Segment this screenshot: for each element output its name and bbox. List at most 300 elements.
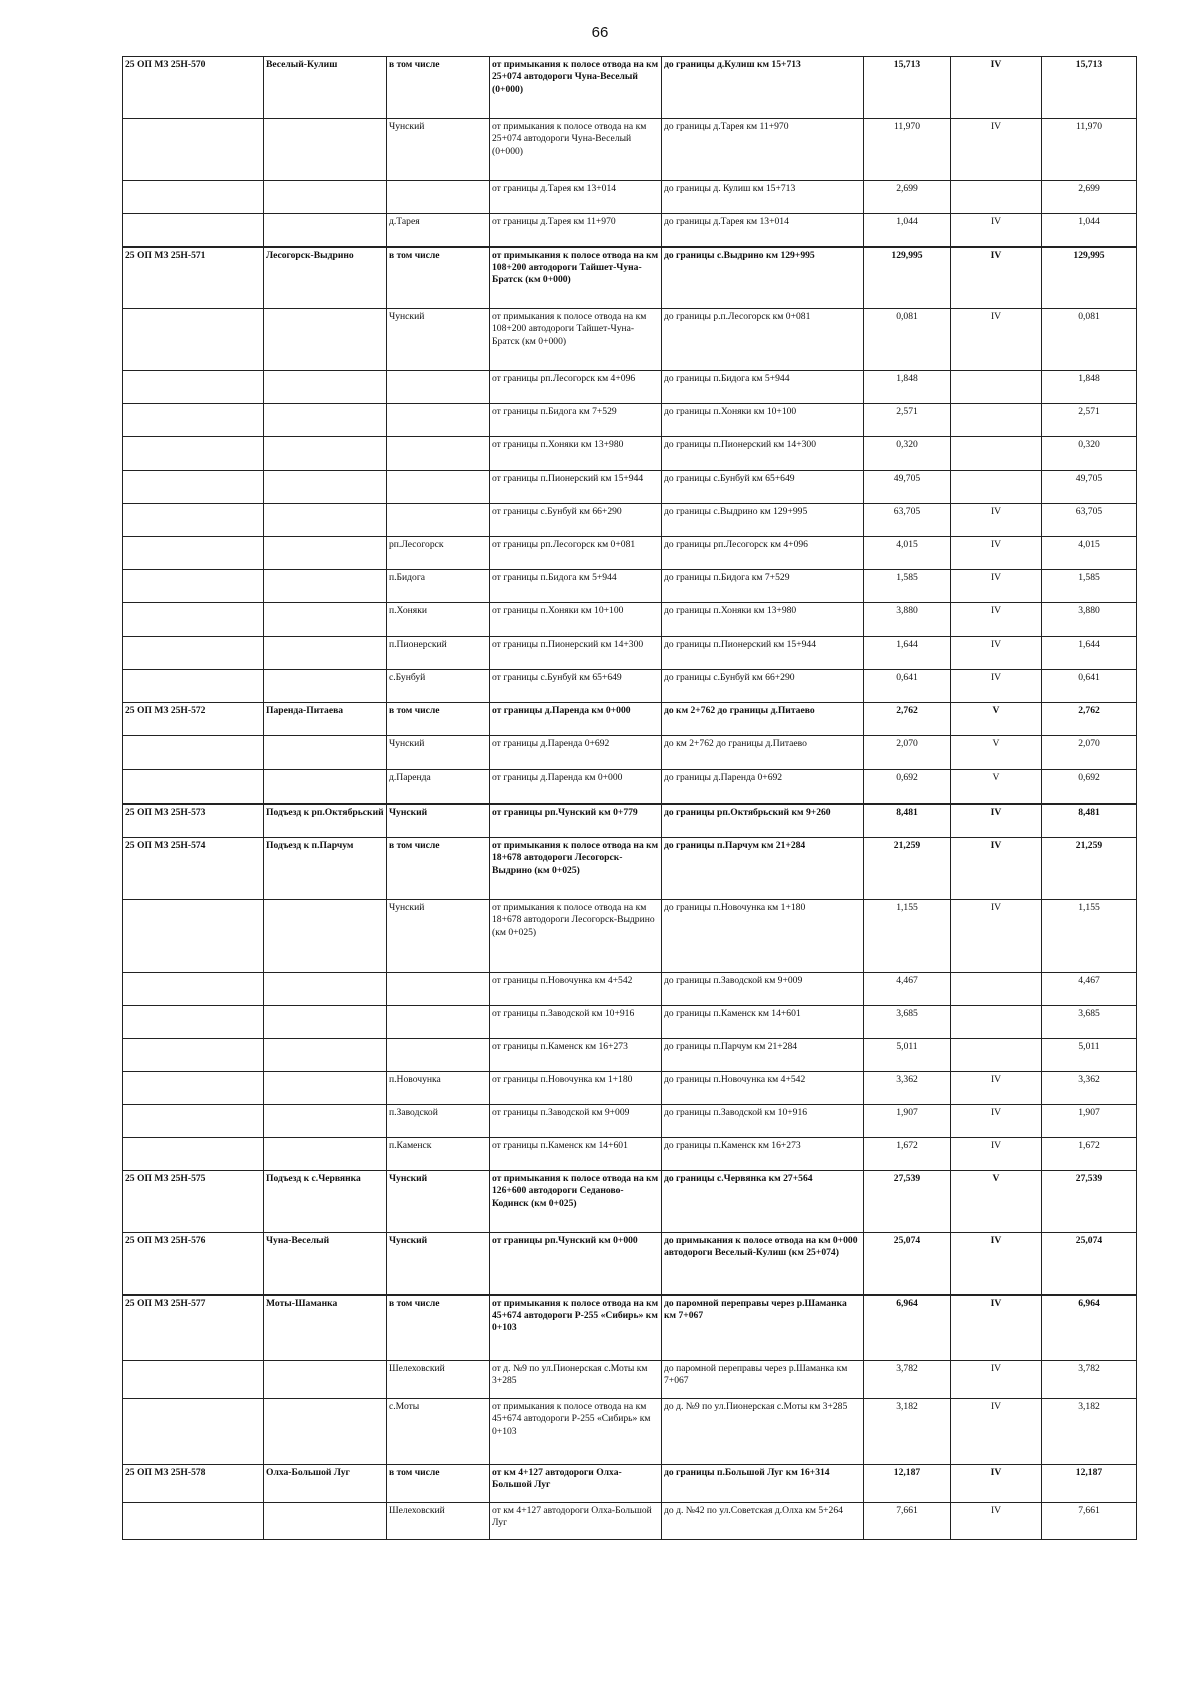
segment-start-cell: от примыкания к полосе отвода на км 25+074 автодороги Чуна-Веселый (0+000) <box>490 57 662 119</box>
length-km-cell: 8,481 <box>864 804 951 838</box>
segment-start-cell: от границы п.Бидога км 7+529 <box>490 404 662 437</box>
table-row <box>123 1138 1137 1171</box>
road-name-cell: Лесогорск-Выдрино <box>264 247 387 309</box>
road-name-cell: Чуна-Веселый <box>264 1233 387 1295</box>
total-length-cell: 27,539 <box>1042 1171 1137 1233</box>
page-number: 66 <box>591 24 609 41</box>
road-name-cell <box>264 770 387 804</box>
road-code-cell: 25 ОП МЗ 25Н-570 <box>123 57 264 119</box>
length-km-cell: 1,848 <box>864 371 951 404</box>
road-category-cell: V <box>951 736 1042 770</box>
road-name-cell <box>264 537 387 570</box>
total-length-cell: 2,070 <box>1042 736 1137 770</box>
segment-end-cell: до границы д. Кулиш км 15+713 <box>662 181 864 214</box>
district-cell <box>387 404 490 437</box>
segment-end-cell: до км 2+762 до границы д.Питаево <box>662 703 864 736</box>
district-cell: Чунский <box>387 804 490 838</box>
length-km-cell: 2,070 <box>864 736 951 770</box>
length-km-cell: 3,362 <box>864 1072 951 1105</box>
total-length-cell: 12,187 <box>1042 1465 1137 1503</box>
table-row <box>123 736 1137 770</box>
length-km-cell: 0,692 <box>864 770 951 804</box>
road-name-cell <box>264 1006 387 1039</box>
road-code-cell <box>123 570 264 603</box>
table-row <box>123 214 1137 247</box>
segment-start-cell: от границы п.Заводской км 9+009 <box>490 1105 662 1138</box>
district-cell: в том числе <box>387 838 490 900</box>
district-cell: д.Паренда <box>387 770 490 804</box>
segment-end-cell: до границы р.п.Лесогорск км 0+081 <box>662 309 864 371</box>
road-name-cell <box>264 371 387 404</box>
road-code-cell: 25 ОП МЗ 25Н-572 <box>123 703 264 736</box>
road-category-cell: IV <box>951 247 1042 309</box>
district-cell: п.Хоняки <box>387 603 490 637</box>
table-row <box>123 1465 1137 1503</box>
road-category-cell <box>951 973 1042 1006</box>
road-name-cell <box>264 637 387 670</box>
segment-start-cell: от границы п.Пионерский км 14+300 <box>490 637 662 670</box>
segment-start-cell: от границы п.Пионерский км 15+944 <box>490 471 662 504</box>
table-row <box>123 703 1137 736</box>
road-name-cell <box>264 1503 387 1540</box>
segment-start-cell: от границы п.Хоняки км 13+980 <box>490 437 662 471</box>
segment-end-cell: до границы п.Большой Луг км 16+314 <box>662 1465 864 1503</box>
district-cell: Чунский <box>387 1233 490 1295</box>
total-length-cell: 63,705 <box>1042 504 1137 537</box>
total-length-cell: 21,259 <box>1042 838 1137 900</box>
district-cell: в том числе <box>387 1465 490 1503</box>
table-row <box>123 900 1137 973</box>
district-cell: в том числе <box>387 1295 490 1361</box>
segment-end-cell: до границы д.Тарея км 11+970 <box>662 119 864 181</box>
segment-start-cell: от границы рп.Лесогорск км 0+081 <box>490 537 662 570</box>
road-code-cell <box>123 504 264 537</box>
district-cell: Шелеховский <box>387 1503 490 1540</box>
road-category-cell: IV <box>951 838 1042 900</box>
segment-start-cell: от границы п.Новочунка км 1+180 <box>490 1072 662 1105</box>
road-name-cell: Паренда-Питаева <box>264 703 387 736</box>
road-code-cell: 25 ОП МЗ 25Н-571 <box>123 247 264 309</box>
segment-start-cell: от примыкания к полосе отвода на км 108+200 автодороги Тайшет-Чуна-Братск (км 0+000) <box>490 309 662 371</box>
road-code-cell <box>123 1503 264 1540</box>
length-km-cell: 4,015 <box>864 537 951 570</box>
length-km-cell: 2,699 <box>864 181 951 214</box>
segment-end-cell: до границы п.Новочунка км 1+180 <box>662 900 864 973</box>
length-km-cell: 6,964 <box>864 1295 951 1361</box>
length-km-cell: 3,782 <box>864 1361 951 1399</box>
segment-start-cell: от примыкания к полосе отвода на км 18+678 автодороги Лесогорск-Выдрино (км 0+025) <box>490 838 662 900</box>
road-name-cell: Подъезд к рп.Октябрьский <box>264 804 387 838</box>
length-km-cell: 0,081 <box>864 309 951 371</box>
table-row <box>123 1072 1137 1105</box>
total-length-cell: 4,467 <box>1042 973 1137 1006</box>
road-name-cell <box>264 1105 387 1138</box>
total-length-cell: 2,571 <box>1042 404 1137 437</box>
total-length-cell: 3,685 <box>1042 1006 1137 1039</box>
segment-start-cell: от границы п.Хоняки км 10+100 <box>490 603 662 637</box>
district-cell <box>387 181 490 214</box>
segment-start-cell: от примыкания к полосе отвода на км 25+074 автодороги Чуна-Веселый (0+000) <box>490 119 662 181</box>
road-category-cell: IV <box>951 637 1042 670</box>
length-km-cell: 1,644 <box>864 637 951 670</box>
road-category-cell: IV <box>951 1295 1042 1361</box>
segment-start-cell: от границы с.Бунбуй км 65+649 <box>490 670 662 703</box>
district-cell <box>387 437 490 471</box>
length-km-cell: 3,685 <box>864 1006 951 1039</box>
length-km-cell: 21,259 <box>864 838 951 900</box>
table-row <box>123 973 1137 1006</box>
road-name-cell: Подъезд к с.Червянка <box>264 1171 387 1233</box>
road-name-cell <box>264 1039 387 1072</box>
table-row <box>123 603 1137 637</box>
length-km-cell: 4,467 <box>864 973 951 1006</box>
total-length-cell: 2,762 <box>1042 703 1137 736</box>
road-category-cell <box>951 181 1042 214</box>
segment-start-cell: от границы д.Тарея км 11+970 <box>490 214 662 247</box>
length-km-cell: 2,571 <box>864 404 951 437</box>
road-name-cell <box>264 570 387 603</box>
total-length-cell: 3,182 <box>1042 1399 1137 1465</box>
total-length-cell: 3,880 <box>1042 603 1137 637</box>
table-row <box>123 504 1137 537</box>
segment-start-cell: от границы с.Бунбуй км 66+290 <box>490 504 662 537</box>
segment-end-cell: до границы с.Бунбуй км 66+290 <box>662 670 864 703</box>
length-km-cell: 1,044 <box>864 214 951 247</box>
segment-end-cell: до границы д.Тарея км 13+014 <box>662 214 864 247</box>
table-row <box>123 1361 1137 1399</box>
road-category-cell: IV <box>951 1233 1042 1295</box>
road-code-cell <box>123 537 264 570</box>
road-category-cell: IV <box>951 214 1042 247</box>
road-category-cell: V <box>951 1171 1042 1233</box>
road-category-cell: IV <box>951 670 1042 703</box>
length-km-cell: 11,970 <box>864 119 951 181</box>
segment-start-cell: от примыкания к полосе отвода на км 45+674 автодороги Р-255 «Сибирь» км 0+103 <box>490 1399 662 1465</box>
segment-start-cell: от границы рп.Чунский км 0+000 <box>490 1233 662 1295</box>
segment-end-cell: до границы п.Хоняки км 13+980 <box>662 603 864 637</box>
total-length-cell: 129,995 <box>1042 247 1137 309</box>
length-km-cell: 0,641 <box>864 670 951 703</box>
road-code-cell <box>123 900 264 973</box>
district-cell: Шелеховский <box>387 1361 490 1399</box>
road-name-cell <box>264 1138 387 1171</box>
district-cell: в том числе <box>387 57 490 119</box>
road-code-cell <box>123 119 264 181</box>
road-category-cell: V <box>951 703 1042 736</box>
segment-end-cell: до границы п.Пионерский км 15+944 <box>662 637 864 670</box>
total-length-cell: 0,692 <box>1042 770 1137 804</box>
segment-end-cell: до границы п.Новочунка км 4+542 <box>662 1072 864 1105</box>
length-km-cell: 1,585 <box>864 570 951 603</box>
table-row <box>123 1295 1137 1361</box>
segment-end-cell: до границы д.Кулиш км 15+713 <box>662 57 864 119</box>
total-length-cell: 1,044 <box>1042 214 1137 247</box>
table-row <box>123 119 1137 181</box>
road-code-cell: 25 ОП МЗ 25Н-578 <box>123 1465 264 1503</box>
road-code-cell <box>123 1138 264 1171</box>
road-code-cell <box>123 1105 264 1138</box>
road-code-cell <box>123 1361 264 1399</box>
segment-start-cell: от границы д.Тарея км 13+014 <box>490 181 662 214</box>
table-body <box>123 57 1137 1540</box>
road-category-cell: IV <box>951 537 1042 570</box>
segment-start-cell: от границы д.Паренда км 0+000 <box>490 770 662 804</box>
district-cell: д.Тарея <box>387 214 490 247</box>
total-length-cell: 4,015 <box>1042 537 1137 570</box>
total-length-cell: 1,907 <box>1042 1105 1137 1138</box>
total-length-cell: 1,672 <box>1042 1138 1137 1171</box>
road-code-cell: 25 ОП МЗ 25Н-577 <box>123 1295 264 1361</box>
segment-end-cell: до границы п.Парчум км 21+284 <box>662 838 864 900</box>
road-name-cell <box>264 900 387 973</box>
road-category-cell <box>951 437 1042 471</box>
segment-start-cell: от примыкания к полосе отвода на км 18+678 автодороги Лесогорск-Выдрино (км 0+025) <box>490 900 662 973</box>
table-row <box>123 838 1137 900</box>
road-category-cell: IV <box>951 1105 1042 1138</box>
segment-start-cell: от границы п.Бидога км 5+944 <box>490 570 662 603</box>
road-code-cell <box>123 181 264 214</box>
district-cell: рп.Лесогорск <box>387 537 490 570</box>
segment-start-cell: от км 4+127 автодороги Олха-Большой Луг <box>490 1503 662 1540</box>
road-category-cell: IV <box>951 900 1042 973</box>
roads-table <box>122 56 1137 1540</box>
district-cell <box>387 471 490 504</box>
road-name-cell <box>264 404 387 437</box>
segment-end-cell: до границы п.Каменск км 16+273 <box>662 1138 864 1171</box>
total-length-cell: 7,661 <box>1042 1503 1137 1540</box>
table-row <box>123 57 1137 119</box>
road-category-cell: IV <box>951 309 1042 371</box>
segment-end-cell: до границы п.Хоняки км 10+100 <box>662 404 864 437</box>
road-code-cell <box>123 736 264 770</box>
district-cell: п.Заводской <box>387 1105 490 1138</box>
segment-end-cell: до границы п.Парчум км 21+284 <box>662 1039 864 1072</box>
district-cell <box>387 504 490 537</box>
segment-start-cell: от примыкания к полосе отвода на км 45+674 автодороги Р-255 «Сибирь» км 0+103 <box>490 1295 662 1361</box>
table-row <box>123 1039 1137 1072</box>
road-code-cell <box>123 1072 264 1105</box>
segment-end-cell: до границы п.Заводской км 9+009 <box>662 973 864 1006</box>
district-cell <box>387 973 490 1006</box>
road-code-cell <box>123 437 264 471</box>
road-name-cell <box>264 1072 387 1105</box>
road-name-cell: Подъезд к п.Парчум <box>264 838 387 900</box>
district-cell: п.Новочунка <box>387 1072 490 1105</box>
road-name-cell <box>264 437 387 471</box>
length-km-cell: 1,907 <box>864 1105 951 1138</box>
table-row <box>123 1503 1137 1540</box>
segment-end-cell: до границы с.Выдрино км 129+995 <box>662 504 864 537</box>
total-length-cell: 1,848 <box>1042 371 1137 404</box>
total-length-cell: 15,713 <box>1042 57 1137 119</box>
segment-end-cell: до км 2+762 до границы д.Питаево <box>662 736 864 770</box>
segment-start-cell: от границы рп.Чунский км 0+779 <box>490 804 662 838</box>
road-code-cell: 25 ОП МЗ 25Н-576 <box>123 1233 264 1295</box>
district-cell: в том числе <box>387 703 490 736</box>
length-km-cell: 1,672 <box>864 1138 951 1171</box>
road-code-cell <box>123 973 264 1006</box>
road-category-cell: V <box>951 770 1042 804</box>
road-name-cell: Веселый-Кулиш <box>264 57 387 119</box>
road-name-cell <box>264 119 387 181</box>
table-row <box>123 247 1137 309</box>
total-length-cell: 6,964 <box>1042 1295 1137 1361</box>
segment-end-cell: до границы д.Паренда 0+692 <box>662 770 864 804</box>
road-code-cell <box>123 471 264 504</box>
segment-end-cell: до границы с.Червянка км 27+564 <box>662 1171 864 1233</box>
road-category-cell <box>951 471 1042 504</box>
road-code-cell <box>123 309 264 371</box>
road-name-cell <box>264 1399 387 1465</box>
road-category-cell: IV <box>951 1361 1042 1399</box>
road-code-cell <box>123 1039 264 1072</box>
length-km-cell: 49,705 <box>864 471 951 504</box>
length-km-cell: 3,182 <box>864 1399 951 1465</box>
road-code-cell: 25 ОП МЗ 25Н-575 <box>123 1171 264 1233</box>
length-km-cell: 12,187 <box>864 1465 951 1503</box>
district-cell: Чунский <box>387 736 490 770</box>
table-row <box>123 309 1137 371</box>
segment-start-cell: от границы д.Паренда км 0+000 <box>490 703 662 736</box>
district-cell <box>387 1006 490 1039</box>
road-name-cell: Олха-Большой Луг <box>264 1465 387 1503</box>
table-row <box>123 1233 1137 1295</box>
segment-start-cell: от примыкания к полосе отвода на км 126+600 автодороги Седаново-Кодинск (км 0+025) <box>490 1171 662 1233</box>
district-cell: п.Бидога <box>387 570 490 603</box>
road-category-cell: IV <box>951 570 1042 603</box>
road-category-cell <box>951 371 1042 404</box>
segment-end-cell: до примыкания к полосе отвода на км 0+000 автодороги Веселый-Кулиш (км 25+074) <box>662 1233 864 1295</box>
road-code-cell <box>123 670 264 703</box>
segment-end-cell: до границы п.Пионерский км 14+300 <box>662 437 864 471</box>
segment-end-cell: до паромной переправы через р.Шаманка км 7+067 <box>662 1295 864 1361</box>
segment-start-cell: от границы п.Каменск км 14+601 <box>490 1138 662 1171</box>
segment-start-cell: от км 4+127 автодороги Олха-Большой Луг <box>490 1465 662 1503</box>
road-name-cell <box>264 670 387 703</box>
district-cell: в том числе <box>387 247 490 309</box>
road-code-cell <box>123 1006 264 1039</box>
total-length-cell: 49,705 <box>1042 471 1137 504</box>
total-length-cell: 2,699 <box>1042 181 1137 214</box>
segment-end-cell: до границы п.Бидога км 5+944 <box>662 371 864 404</box>
district-cell: Чунский <box>387 119 490 181</box>
road-category-cell: IV <box>951 504 1042 537</box>
road-name-cell <box>264 309 387 371</box>
table-row <box>123 570 1137 603</box>
segment-start-cell: от границы д.Паренда 0+692 <box>490 736 662 770</box>
road-category-cell <box>951 404 1042 437</box>
table-row <box>123 1006 1137 1039</box>
table-row <box>123 437 1137 471</box>
road-name-cell <box>264 181 387 214</box>
segment-start-cell: от границы п.Каменск км 16+273 <box>490 1039 662 1072</box>
length-km-cell: 15,713 <box>864 57 951 119</box>
table-row <box>123 637 1137 670</box>
road-code-cell: 25 ОП МЗ 25Н-574 <box>123 838 264 900</box>
segment-end-cell: до д. №9 по ул.Пионерская с.Моты км 3+285 <box>662 1399 864 1465</box>
total-length-cell: 3,782 <box>1042 1361 1137 1399</box>
road-name-cell <box>264 504 387 537</box>
road-code-cell <box>123 1399 264 1465</box>
length-km-cell: 25,074 <box>864 1233 951 1295</box>
road-category-cell: IV <box>951 1503 1042 1540</box>
road-category-cell: IV <box>951 1138 1042 1171</box>
road-category-cell <box>951 1039 1042 1072</box>
road-category-cell <box>951 1006 1042 1039</box>
road-code-cell <box>123 404 264 437</box>
district-cell: Чунский <box>387 900 490 973</box>
road-code-cell <box>123 214 264 247</box>
road-category-cell: IV <box>951 1072 1042 1105</box>
road-name-cell <box>264 1361 387 1399</box>
district-cell: с.Моты <box>387 1399 490 1465</box>
road-category-cell: IV <box>951 804 1042 838</box>
segment-end-cell: до границы рп.Лесогорск км 4+096 <box>662 537 864 570</box>
road-name-cell <box>264 736 387 770</box>
table-row <box>123 670 1137 703</box>
road-name-cell <box>264 471 387 504</box>
length-km-cell: 5,011 <box>864 1039 951 1072</box>
length-km-cell: 27,539 <box>864 1171 951 1233</box>
district-cell <box>387 371 490 404</box>
segment-end-cell: до паромной переправы через р.Шаманка км 7+067 <box>662 1361 864 1399</box>
segment-end-cell: до границы рп.Октябрьский км 9+260 <box>662 804 864 838</box>
total-length-cell: 5,011 <box>1042 1039 1137 1072</box>
total-length-cell: 1,155 <box>1042 900 1137 973</box>
length-km-cell: 1,155 <box>864 900 951 973</box>
table-row <box>123 371 1137 404</box>
table-row <box>123 471 1137 504</box>
length-km-cell: 3,880 <box>864 603 951 637</box>
table-row <box>123 1399 1137 1465</box>
segment-start-cell: от примыкания к полосе отвода на км 108+200 автодороги Тайшет-Чуна-Братск (км 0+000) <box>490 247 662 309</box>
district-cell: Чунский <box>387 309 490 371</box>
total-length-cell: 1,644 <box>1042 637 1137 670</box>
road-category-cell: IV <box>951 119 1042 181</box>
table-row <box>123 404 1137 437</box>
segment-start-cell: от границы п.Заводской км 10+916 <box>490 1006 662 1039</box>
segment-end-cell: до д. №42 по ул.Советская д.Олха км 5+264 <box>662 1503 864 1540</box>
road-code-cell: 25 ОП МЗ 25Н-573 <box>123 804 264 838</box>
road-category-cell: IV <box>951 603 1042 637</box>
length-km-cell: 0,320 <box>864 437 951 471</box>
length-km-cell: 63,705 <box>864 504 951 537</box>
total-length-cell: 25,074 <box>1042 1233 1137 1295</box>
road-category-cell: IV <box>951 57 1042 119</box>
segment-end-cell: до границы п.Каменск км 14+601 <box>662 1006 864 1039</box>
road-name-cell: Моты-Шаманка <box>264 1295 387 1361</box>
table-row <box>123 1171 1137 1233</box>
road-code-cell <box>123 603 264 637</box>
road-category-cell: IV <box>951 1399 1042 1465</box>
total-length-cell: 1,585 <box>1042 570 1137 603</box>
road-name-cell <box>264 603 387 637</box>
total-length-cell: 3,362 <box>1042 1072 1137 1105</box>
segment-end-cell: до границы п.Бидога км 7+529 <box>662 570 864 603</box>
road-code-cell <box>123 637 264 670</box>
road-code-cell <box>123 371 264 404</box>
table-row <box>123 1105 1137 1138</box>
district-cell: п.Каменск <box>387 1138 490 1171</box>
length-km-cell: 2,762 <box>864 703 951 736</box>
length-km-cell: 7,661 <box>864 1503 951 1540</box>
district-cell: Чунский <box>387 1171 490 1233</box>
road-name-cell <box>264 214 387 247</box>
table-row <box>123 181 1137 214</box>
total-length-cell: 0,320 <box>1042 437 1137 471</box>
segment-start-cell: от д. №9 по ул.Пионерская с.Моты км 3+285 <box>490 1361 662 1399</box>
total-length-cell: 8,481 <box>1042 804 1137 838</box>
